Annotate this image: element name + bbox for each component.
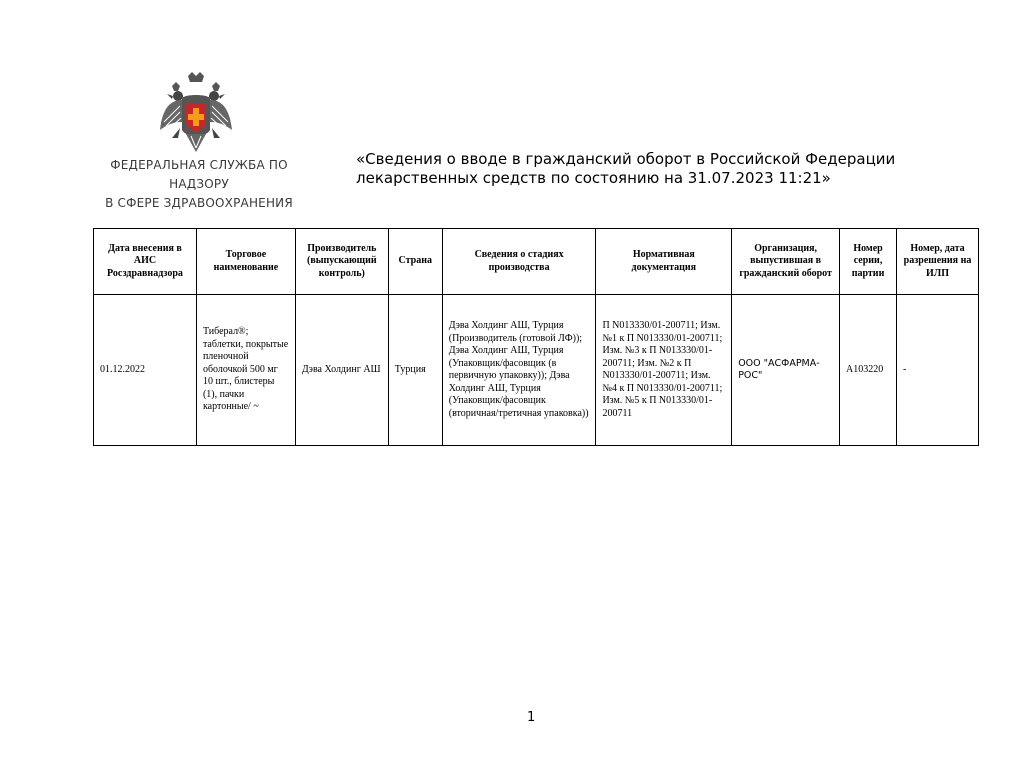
organization-name-line-2: В СФЕРЕ ЗДРАВООХРАНЕНИЯ [105,196,293,210]
column-header-country: Страна [388,229,442,295]
table-header-row [94,229,979,295]
table-row [94,295,979,446]
page-number: 1 [527,710,536,725]
column-header-docs: Нормативная документация [596,229,732,295]
cell-country: Турция [388,295,442,446]
organization-name [92,156,306,213]
cell-series: А103220 [840,295,897,446]
column-header-permit: Номер, дата разрешения на ИЛП [897,229,979,295]
cell-date: 01.12.2022 [94,295,197,446]
double-headed-eagle-emblem-icon [158,72,234,154]
column-header-organization: Организация, выпустившая в гражданский оборот [732,229,840,295]
column-header-series: Номер серии, партии [840,229,897,295]
cell-organization: ООО "АСФАРМА-РОС" [732,295,840,446]
cell-stages: Дэва Холдинг АШ, Турция (Производитель (готовой ЛФ)); Дэва Холдинг АШ, Турция (Упаковщик/фасовщик (в первичную упаковку)); Дэва Холдинг АШ, Турция (Упаковщик/фасовщик (вторичная/третичная упаковка)) [442,295,596,446]
column-header-manufacturer: Производитель (выпускающий контроль) [295,229,388,295]
cell-permit: - [897,295,979,446]
cell-manufacturer: Дэва Холдинг АШ [295,295,388,446]
document-title: «Сведения о вводе в гражданский оборот в Российской Федерации лекарственных средств по состоянию на 31.07.2023 11:21» [356,150,896,187]
cell-docs: П N013330/01-200711; Изм. №1 к П N013330/01-200711; Изм. №3 к П N013330/01-200711; Изм. №2 к П N013330/01-200711; Изм. №4 к П N013330/01-200711; Изм. №5 к П N013330/01-200711 [596,295,732,446]
column-header-trade-name: Торговое наименование [196,229,295,295]
organization-name-line-1: ФЕДЕРАЛЬНАЯ СЛУЖБА ПО НАДЗОРУ [110,158,288,191]
cell-trade-name: Тиберал®; таблетки, покрытые пленочной оболочкой 500 мг 10 шт., блистеры (1), пачки картонные/ ~ [196,295,295,446]
column-header-date: Дата внесения в АИС Росздравнадзора [94,229,197,295]
column-header-stages: Сведения о стадиях производства [442,229,596,295]
registry-table [93,228,979,446]
